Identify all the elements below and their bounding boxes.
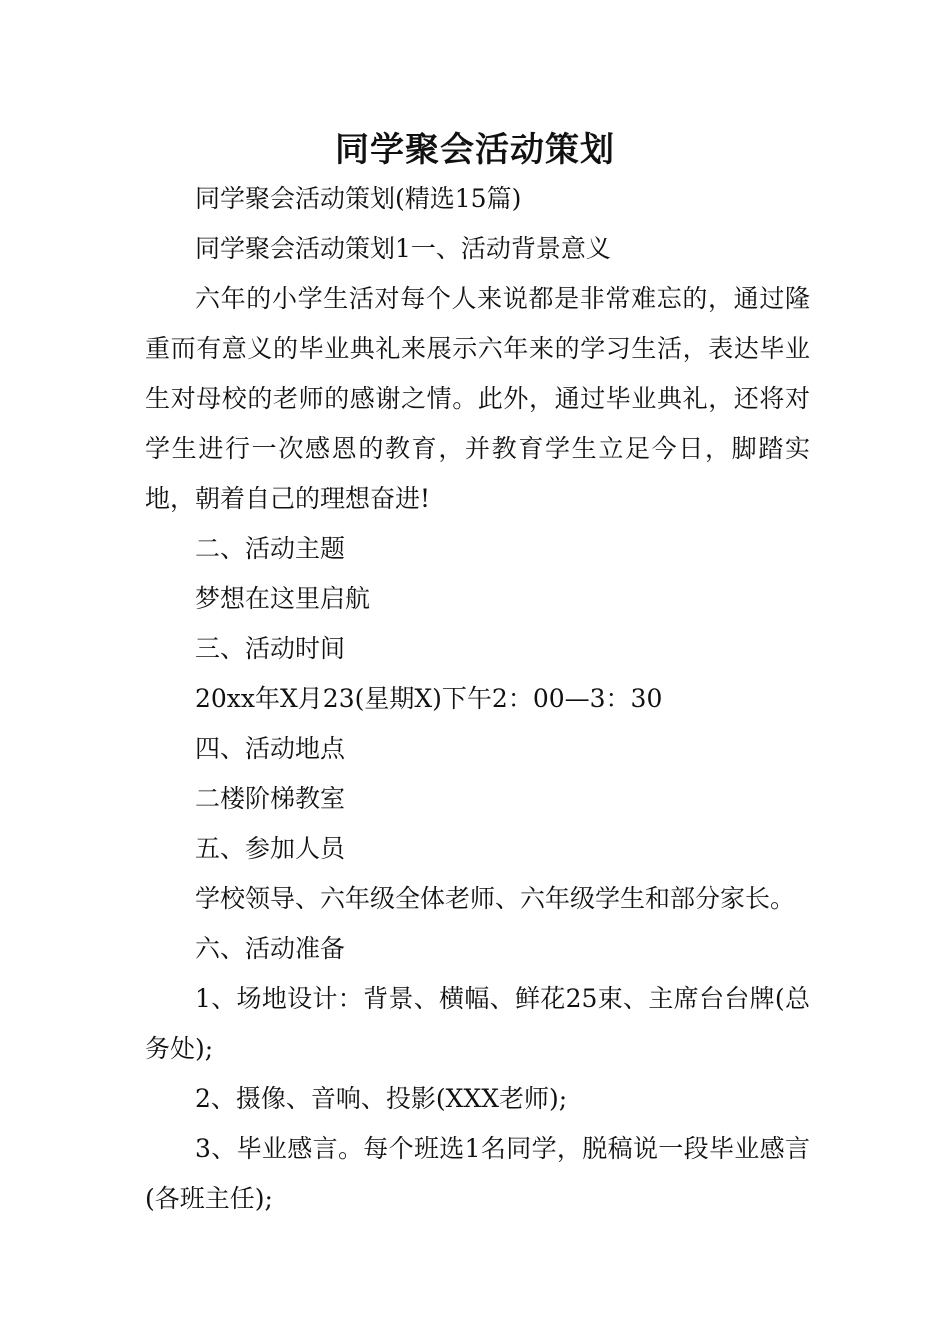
paragraph-theme-heading: 二、活动主题	[195, 534, 346, 563]
paragraph-section-heading: 同学聚会活动策划1一、活动背景意义	[195, 234, 611, 263]
paragraph-background: 六年的小学生活对每个人来说都是非常难忘的，通过隆重而有意义的毕业典礼来展示六年来的学习生活，表达毕业生对母校的老师的感谢之情。此外，通过毕业典礼，还将对学生进行一次感恩的教育，并教育学生立足今日，脚踏实地，朝着自己的理想奋进!	[145, 284, 810, 513]
paragraph-time: 20xx年X月23(星期X)下午2：00—3：30	[195, 684, 663, 713]
paragraph-time-heading: 三、活动时间	[195, 634, 346, 663]
document-title: 同学聚会活动策划	[335, 130, 615, 170]
paragraph-participants-heading: 五、参加人员	[195, 834, 346, 863]
paragraph-location: 二楼阶梯教室	[195, 784, 346, 813]
paragraph-participants: 学校领导、六年级全体老师、六年级学生和部分家长。	[195, 884, 796, 913]
paragraph-preparation-item-2: 2、摄像、音响、投影(XXX老师);	[195, 1084, 568, 1113]
paragraph-location-heading: 四、活动地点	[195, 734, 346, 763]
paragraph-preparation-heading: 六、活动准备	[195, 934, 346, 963]
paragraph-preparation-item-3: 3、毕业感言。每个班选1名同学，脱稿说一段毕业感言(各班主任);	[145, 1134, 810, 1213]
paragraph-subtitle: 同学聚会活动策划(精选15篇)	[195, 184, 522, 213]
document-body	[145, 174, 810, 1224]
paragraph-theme: 梦想在这里启航	[195, 584, 371, 613]
paragraph-preparation-item-1: 1、场地设计：背景、横幅、鲜花25束、主席台台牌(总务处);	[145, 984, 810, 1063]
